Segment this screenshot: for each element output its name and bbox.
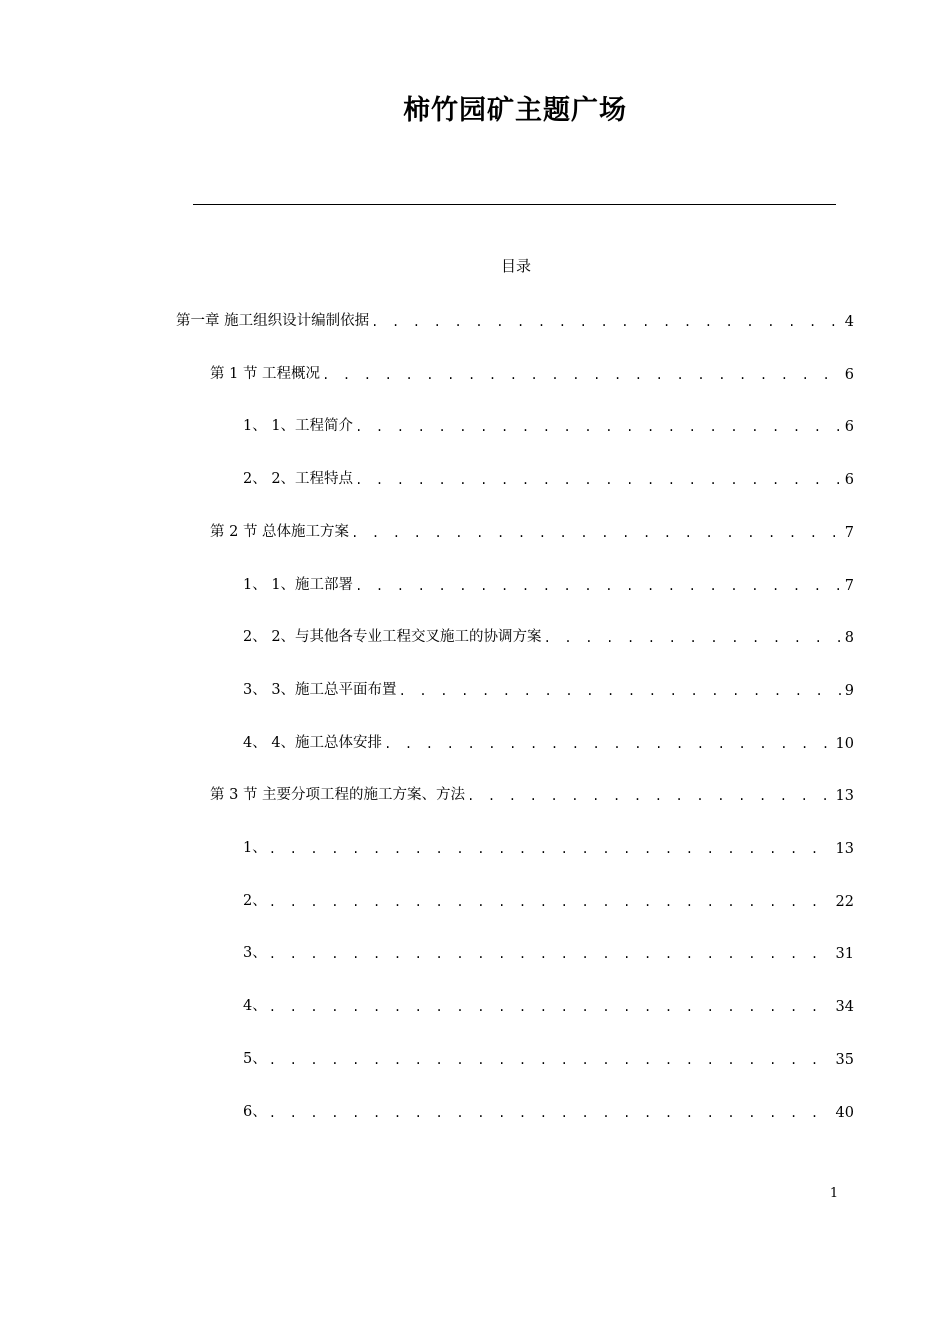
toc-entry[interactable] [243,993,854,1015]
toc-entry[interactable] [243,835,854,857]
toc-entry-page: 13 [835,788,854,805]
toc-dot-leader [269,1052,834,1068]
toc-entry-label: 3、 [243,945,267,962]
toc-entry[interactable] [243,624,854,646]
toc-dot-leader [269,999,834,1015]
toc-entry-page: 34 [835,999,854,1016]
toc-entry-page: 22 [835,893,854,910]
toc-entry-label: 3、 3、施工总平面布置 [243,681,397,698]
toc-entry-label: 第 3 节 主要分项工程的施工方案、方法 [210,787,466,804]
toc-entry[interactable] [210,519,854,541]
toc-dot-leader [384,736,833,752]
toc-entry-label: 第一章 施工组织设计编制依据 [176,313,370,329]
toc-dot-leader [322,367,843,383]
toc-entry-label: 2、 2、工程特点 [243,471,354,488]
toc-entry-label: 5、 [243,1050,267,1067]
toc-entry-page: 8 [844,630,854,647]
toc-dot-leader [269,841,834,857]
toc-entry-page: 9 [844,682,854,699]
toc-entry-label: 2、 [243,892,267,909]
toc-entry-page: 6 [844,419,854,436]
toc-dot-leader [467,788,833,804]
title-divider [193,204,836,205]
toc-dot-leader [269,1105,834,1121]
toc-entry-page: 6 [844,472,854,489]
toc-entry[interactable] [243,1099,854,1121]
toc-entry-page: 10 [835,735,854,752]
toc-dot-leader [371,314,843,330]
toc-entry[interactable] [210,361,854,383]
toc-entry[interactable] [243,677,854,699]
toc-entry[interactable] [176,308,854,330]
toc-entry-label: 1、 1、施工部署 [243,576,354,593]
toc-entry-label: 4、 [243,998,267,1015]
toc-heading: 目录 [500,257,531,275]
toc-entry[interactable] [243,413,854,435]
toc-entry-page: 40 [835,1104,854,1121]
toc-entry-label: 6、 [243,1103,267,1120]
toc-entry-label: 4、 4、施工总体安排 [243,734,383,751]
toc-entry-label: 2、 2、与其他各专业工程交叉施工的协调方案 [243,629,542,646]
toc-dot-leader [355,472,843,488]
toc-entry-label: 第 2 节 总体施工方案 [210,523,350,540]
toc-entry-page: 7 [844,577,854,594]
toc-dot-leader [351,525,843,541]
toc-dot-leader [399,683,843,699]
toc-entry-label: 1、 1、工程简介 [243,418,354,435]
toc-entry-page: 7 [844,524,854,541]
toc-entry[interactable] [210,782,854,804]
toc-entry[interactable] [243,730,854,752]
page-number: 1 [829,1186,839,1201]
toc-dot-leader [269,946,834,962]
toc-dot-leader [355,578,843,594]
toc-entry-page: 13 [835,841,854,857]
toc-entry-page: 31 [835,946,854,963]
toc-entry[interactable] [243,466,854,488]
toc-entry[interactable] [243,940,854,962]
toc-entry-page: 6 [844,366,854,383]
toc-dot-leader [355,419,843,435]
toc-entry-label: 1、 [243,840,267,856]
toc-entry[interactable] [243,888,854,910]
toc-entry-page: 4 [844,314,854,330]
document-title: 柿竹园矿主题广场 [403,95,627,126]
toc-entry[interactable] [243,572,854,594]
toc-dot-leader [544,630,843,646]
toc-entry-page: 35 [835,1051,854,1068]
toc-entry-label: 第 1 节 工程概况 [210,365,321,382]
toc-dot-leader [269,894,834,910]
toc-entry[interactable] [243,1046,854,1068]
